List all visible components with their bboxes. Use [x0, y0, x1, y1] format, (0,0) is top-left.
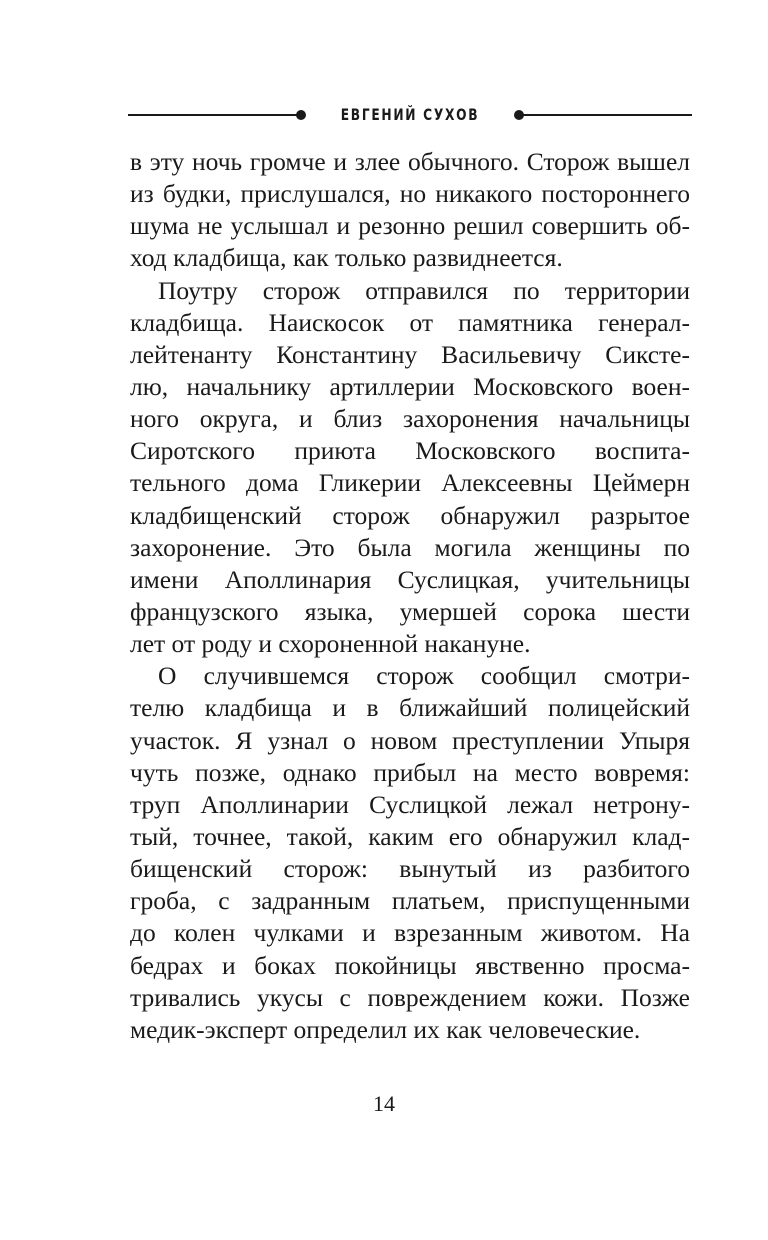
text-line: Сиротского приюта Московского воспита- [130, 436, 690, 466]
text-line: тривались укусы с повреждением кожи. Позже [130, 982, 690, 1012]
text-line: медик-эксперт определил их как человеческие. [130, 1014, 641, 1044]
text-line: Поутру сторож отправился по территории [158, 275, 690, 305]
text-line: телю кладбища и в ближайший полицейский [130, 693, 690, 723]
text-line: ного округа, и близ захоронения начальницы [130, 404, 690, 434]
text-line: кладбищенский сторож обнаружил разрытое [130, 500, 690, 530]
header-rule-left [128, 114, 298, 116]
text-line: бедрах и боках покойницы явственно просма- [130, 950, 690, 980]
header-rule-right [522, 114, 692, 116]
text-line: до колен чулками и взрезанным животом. На [130, 918, 690, 948]
text-line: бищенский сторож: вынутый из разбитого [130, 854, 690, 884]
text-line: чуть позже, однако прибыл на место вовремя: [130, 757, 690, 787]
text-line: лейтенанту Константину Васильевичу Сиксте- [130, 339, 690, 369]
text-line: захоронение. Это была могила женщины по [130, 532, 690, 562]
header-ornament-dot-left [296, 110, 306, 120]
text-line: лет от роду и схороненной накануне. [130, 629, 531, 659]
body-text [130, 146, 690, 1046]
paragraph-2 [130, 275, 690, 661]
running-header [128, 104, 692, 126]
text-line: имени Аполлинария Суслицкая, учительницы [130, 564, 690, 594]
text-line: тый, точнее, такой, каким его обнаружил клад- [130, 821, 690, 851]
text-line: ход кладбища, как только развиднеется. [130, 243, 563, 273]
text-line: тельного дома Гликерии Алексеевны Цеймерн [130, 468, 690, 498]
text-line: кладбища. Наискосок от памятника генерал- [130, 307, 690, 337]
text-line: из будки, прислушался, но никакого постороннего [130, 179, 690, 209]
text-line: в эту ночь громче и злее обычного. Сторож вышел [130, 147, 690, 176]
header-author-name: ЕВГЕНИЙ СУХОВ [340, 105, 480, 124]
paragraph-3 [130, 660, 690, 1046]
text-line: шума не услышал и резонно решил совершить об- [130, 211, 690, 241]
page-number: 14 [373, 1091, 395, 1116]
text-line: труп Аполлинарии Суслицкой лежал нетрону- [130, 789, 690, 819]
text-line: гроба, с задранным платьем, приспущенными [130, 886, 690, 916]
text-line: французского языка, умершей сорока шести [130, 596, 690, 626]
text-line: лю, начальнику артиллерии Московского воен- [130, 371, 690, 401]
text-line: О случившемся сторож сообщил смотри- [158, 661, 690, 691]
paragraph-1 [130, 146, 690, 275]
text-line: участок. Я узнал о новом преступлении Упыря [130, 725, 690, 755]
